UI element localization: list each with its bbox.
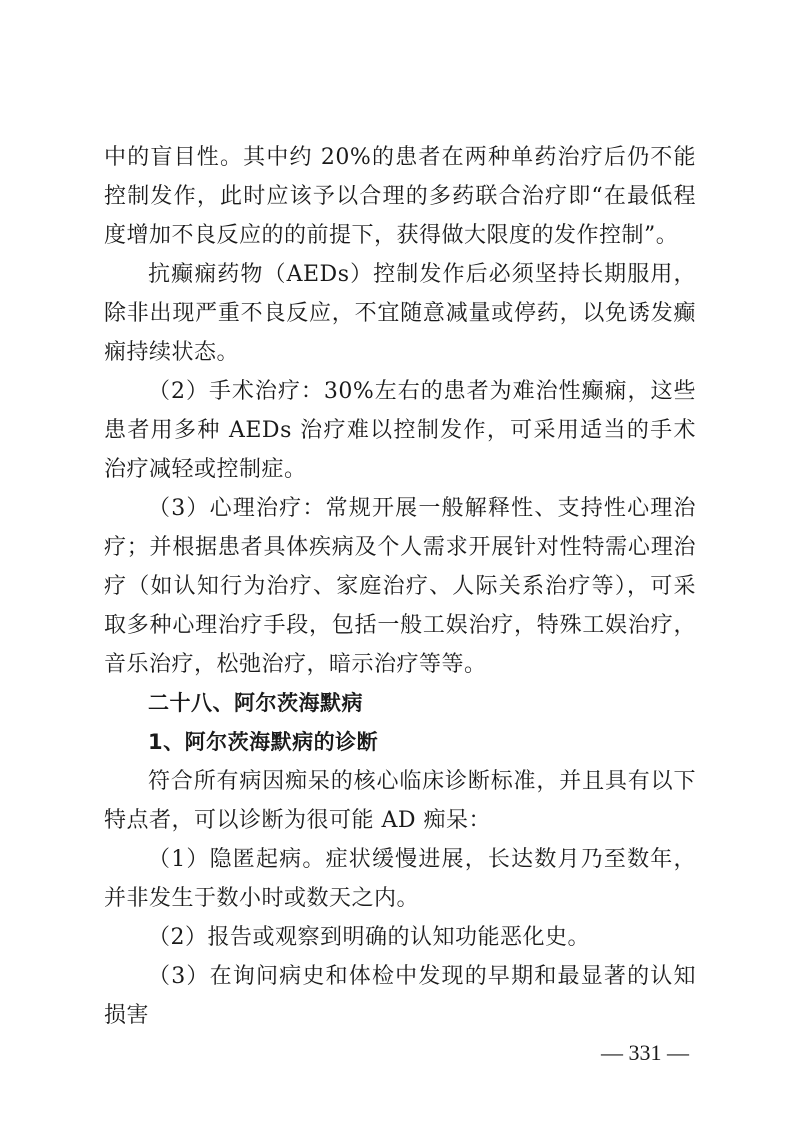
paragraph-psychological-treatment: （3）心理治疗：常规开展一般解释性、支持性心理治疗；并根据患者具体疾病及个人需求开展针对性特需心理治疗（如认知行为治疗、家庭治疗、人际关系治疗等），可采取多种心理治疗手段，包括一般工娱治疗，特殊工娱治疗，音乐治疗，松弛治疗，暗示治疗等等。	[104, 496, 696, 677]
paragraph-continuation: 中的盲目性。其中约 20%的患者在两种单药治疗后仍不能控制发作，此时应该予以合理的多药联合治疗即“在最低程度增加不良反应的的前提下，获得做大限度的发作控制”。	[104, 145, 696, 248]
paragraph-criterion-2: （2）报告或观察到明确的认知功能恶化史。	[148, 925, 590, 950]
paragraph-criterion-1: （1）隐匿起病。症状缓慢进展，长达数月乃至数年，并非发生于数小时或数天之内。	[104, 847, 696, 911]
sub-heading: 1、阿尔茨海默病的诊断	[148, 730, 379, 754]
paragraph-surgical-treatment: （2）手术治疗：30%左右的患者为难治性癫痫，这些患者用多种 AEDs 治疗难以控制发作，可采用适当的手术治疗减轻或控制症。	[104, 379, 696, 482]
paragraph-diagnosis-intro: 符合所有病因痴呆的核心临床诊断标准，并且具有以下特点者，可以诊断为很可能 AD 痴呆：	[104, 769, 696, 833]
document-body	[104, 138, 696, 1035]
paragraph-criterion-3: （3）在询问病史和体检中发现的早期和最显著的认知损害	[104, 964, 696, 1028]
paragraph-aed-maintenance: 抗癫痫药物（AEDs）控制发作后必须坚持长期服用，除非出现严重不良反应，不宜随意减量或停药，以免诱发癫痫持续状态。	[104, 262, 696, 365]
section-heading: 二十八、阿尔茨海默病	[148, 691, 363, 715]
page-number: — 331 —	[601, 1040, 689, 1065]
